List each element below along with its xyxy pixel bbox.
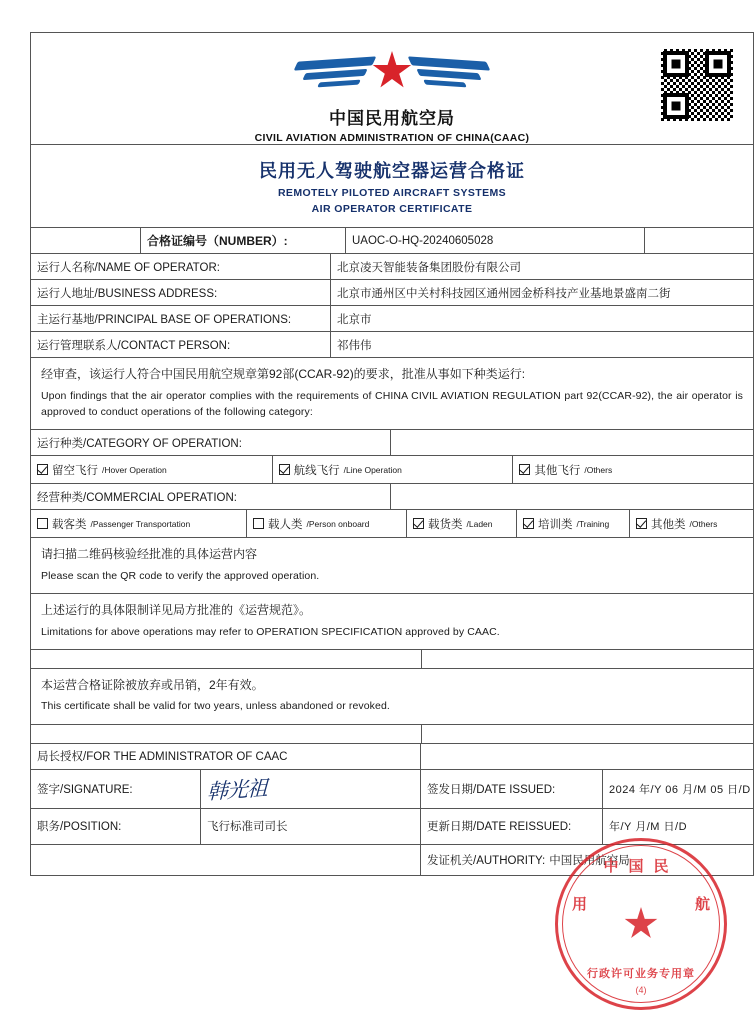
position-row bbox=[31, 809, 753, 845]
seal-star-icon bbox=[624, 907, 658, 941]
checkbox-unchecked-icon[interactable] bbox=[253, 518, 264, 529]
administrator-row bbox=[31, 744, 753, 770]
spacer-row-1 bbox=[31, 650, 753, 669]
authority-row bbox=[31, 845, 753, 875]
organization-name-cn: 中国民用航空局 bbox=[329, 109, 455, 128]
certificate-number-label: 合格证编号（NUMBER）: bbox=[141, 228, 346, 253]
contact-person-value: 祁伟伟 bbox=[337, 339, 372, 352]
validity-cn: 本运营合格证除被放弃或吊销，2年有效。 bbox=[41, 677, 264, 692]
position-label: 职务/POSITION: bbox=[31, 809, 201, 844]
seal-top-text: 中国民 bbox=[603, 858, 679, 875]
category-option-hover-label-en: /Hover Operation bbox=[102, 464, 167, 475]
category-option-line-label-cn: 航线飞行 bbox=[293, 464, 340, 477]
commercial-option-others[interactable] bbox=[629, 510, 753, 537]
commercial-option-laden[interactable] bbox=[406, 510, 516, 537]
checkbox-checked-icon[interactable] bbox=[413, 518, 424, 529]
date-reissued-label: 更新日期/DATE REISSUED: bbox=[421, 809, 603, 844]
qr-verification-note bbox=[31, 538, 753, 594]
commercial-option-passenger-label-en: /Passenger Transportation bbox=[90, 518, 191, 529]
commercial-option-others-label-cn: 其他类 bbox=[651, 518, 686, 531]
commercial-option-laden-label-cn: 载货类 bbox=[428, 518, 463, 531]
red-star-icon bbox=[372, 51, 412, 91]
seal-right-text: 航 bbox=[694, 896, 710, 913]
commercial-operation-row bbox=[31, 484, 753, 510]
number-row-trailing-cell bbox=[645, 228, 753, 253]
commercial-option-training[interactable] bbox=[516, 510, 629, 537]
certificate-document bbox=[30, 32, 754, 876]
category-of-operation-label: 运行种类/CATEGORY OF OPERATION: bbox=[31, 430, 391, 455]
contact-person-label: 运行管理联系人/CONTACT PERSON: bbox=[31, 332, 331, 357]
category-options-row bbox=[31, 456, 753, 484]
category-option-hover[interactable] bbox=[31, 456, 272, 483]
business-address-label: 运行人地址/BUSINESS ADDRESS: bbox=[31, 280, 331, 305]
qr-code-icon[interactable] bbox=[659, 47, 735, 123]
document-header bbox=[31, 33, 753, 145]
organization-name-en: CIVIL AVIATION ADMINISTRATION OF CHINA(CAAC) bbox=[254, 132, 530, 144]
commercial-option-person-onboard[interactable] bbox=[246, 510, 406, 537]
checkbox-checked-icon[interactable] bbox=[279, 464, 290, 475]
administrator-label: 局长授权/FOR THE ADMINISTRATOR OF CAAC bbox=[31, 744, 421, 769]
limitations-cn: 上述运行的具体限制详见局方批准的《运营规范》。 bbox=[41, 602, 312, 617]
commercial-options-row bbox=[31, 510, 753, 538]
qr-note-en: Please scan the QR code to verify the approved operation. bbox=[41, 569, 320, 582]
checkbox-checked-icon[interactable] bbox=[636, 518, 647, 529]
administrator-blank bbox=[421, 744, 753, 769]
qr-note-cn: 请扫描二维码核验经批准的具体运营内容 bbox=[41, 547, 258, 562]
commercial-option-person-onboard-label-cn: 载人类 bbox=[268, 518, 303, 531]
checkbox-checked-icon[interactable] bbox=[519, 464, 530, 475]
principal-base-label: 主运行基地/PRINCIPAL BASE OF OPERATIONS: bbox=[31, 306, 331, 331]
handwritten-signature: 韩光祖 bbox=[206, 775, 268, 804]
commercial-option-others-label-en: /Others bbox=[689, 518, 718, 529]
date-issued-label: 签发日期/DATE ISSUED: bbox=[421, 770, 603, 808]
position-value: 飞行标准司司长 bbox=[201, 809, 421, 844]
authority-label: 发证机关/AUTHORITY: bbox=[427, 854, 546, 867]
signature-value-cell bbox=[201, 770, 421, 808]
page-title-en-line2: AIR OPERATOR CERTIFICATE bbox=[311, 203, 473, 215]
limitations-note bbox=[31, 594, 753, 650]
findings-paragraph bbox=[31, 358, 753, 430]
category-option-others-label-en: /Others bbox=[584, 464, 613, 475]
category-of-operation-row bbox=[31, 430, 753, 456]
signature-label: 签字/SIGNATURE: bbox=[31, 770, 201, 808]
date-issued-value: 2024 年/Y 06 月/M 05 日/D bbox=[609, 783, 751, 796]
operator-name-row bbox=[31, 254, 753, 280]
commercial-option-passenger-label-cn: 载客类 bbox=[52, 518, 87, 531]
business-address-value: 北京市通州区中关村科技园区通州园金桥科技产业基地景盛南二街 bbox=[337, 287, 671, 300]
checkbox-unchecked-icon[interactable] bbox=[37, 518, 48, 529]
checkbox-checked-icon[interactable] bbox=[523, 518, 534, 529]
commercial-option-training-label-cn: 培训类 bbox=[538, 518, 573, 531]
category-option-line-label-en: /Line Operation bbox=[343, 464, 402, 475]
commercial-option-training-label-en: /Training bbox=[576, 518, 610, 529]
operator-name-label: 运行人名称/NAME OF OPERATOR: bbox=[31, 254, 331, 279]
category-option-hover-label-cn: 留空飞行 bbox=[52, 464, 98, 477]
checkbox-checked-icon[interactable] bbox=[37, 464, 48, 475]
certificate-title-block bbox=[31, 145, 753, 228]
commercial-operation-blank bbox=[391, 484, 753, 509]
validity-note bbox=[31, 669, 753, 725]
contact-person-row bbox=[31, 332, 753, 358]
authority-cell bbox=[421, 845, 753, 875]
commercial-option-laden-label-en: /Laden bbox=[466, 518, 493, 529]
validity-en: This certificate shall be valid for two years, unless abandoned or revoked. bbox=[41, 700, 390, 713]
signature-row bbox=[31, 770, 753, 809]
seal-number: (4) bbox=[635, 985, 647, 995]
operator-name-value: 北京凌天智能装备集团股份有限公司 bbox=[337, 261, 521, 274]
principal-base-row bbox=[31, 306, 753, 332]
certificate-number-value: UAOC-O-HQ-20240605028 bbox=[346, 228, 645, 253]
category-option-line[interactable] bbox=[272, 456, 513, 483]
certificate-number-row bbox=[31, 228, 753, 254]
findings-text-cn: 经审查，该运行人符合中国民用航空规章第92部(CCAR-92)的要求，批准从事如下种类运行: bbox=[41, 367, 526, 381]
logo-wrapper bbox=[31, 49, 753, 98]
commercial-operation-label: 经营种类/COMMERCIAL OPERATION: bbox=[31, 484, 391, 509]
page-title-en-line1: REMOTELY PILOTED AIRCRAFT SYSTEMS bbox=[277, 187, 507, 199]
category-option-others[interactable] bbox=[512, 456, 753, 483]
principal-base-value: 北京市 bbox=[337, 313, 372, 326]
spacer-row-2 bbox=[31, 725, 753, 744]
page-title: 民用无人驾驶航空器运营合格证 bbox=[259, 161, 525, 181]
business-address-row bbox=[31, 280, 753, 306]
caac-wings-star-logo-icon bbox=[297, 49, 487, 93]
authority-left-blank bbox=[31, 845, 421, 875]
commercial-option-person-onboard-label-en: /Person onboard bbox=[306, 518, 370, 529]
commercial-option-passenger[interactable] bbox=[31, 510, 246, 537]
number-row-spacer bbox=[31, 228, 141, 253]
seal-left-text: 用 bbox=[572, 896, 588, 913]
category-option-others-label-cn: 其他飞行 bbox=[534, 464, 581, 477]
seal-bottom-text: 行政许可业务专用章 bbox=[587, 968, 695, 980]
authority-value: 中国民用航空局 bbox=[549, 854, 630, 867]
findings-text-en: Upon findings that the air operator complies with the requirements of CHINA CIVIL AVIATION REGULATION part 92(CCAR-92), the air operator is approved to conduct operations of the following category: bbox=[41, 389, 743, 418]
category-of-operation-blank bbox=[391, 430, 753, 455]
limitations-en: Limitations for above operations may refer to OPERATION SPECIFICATION approved by CAAC. bbox=[41, 625, 500, 638]
date-reissued-value: 年/Y 月/M 日/D bbox=[609, 821, 688, 834]
